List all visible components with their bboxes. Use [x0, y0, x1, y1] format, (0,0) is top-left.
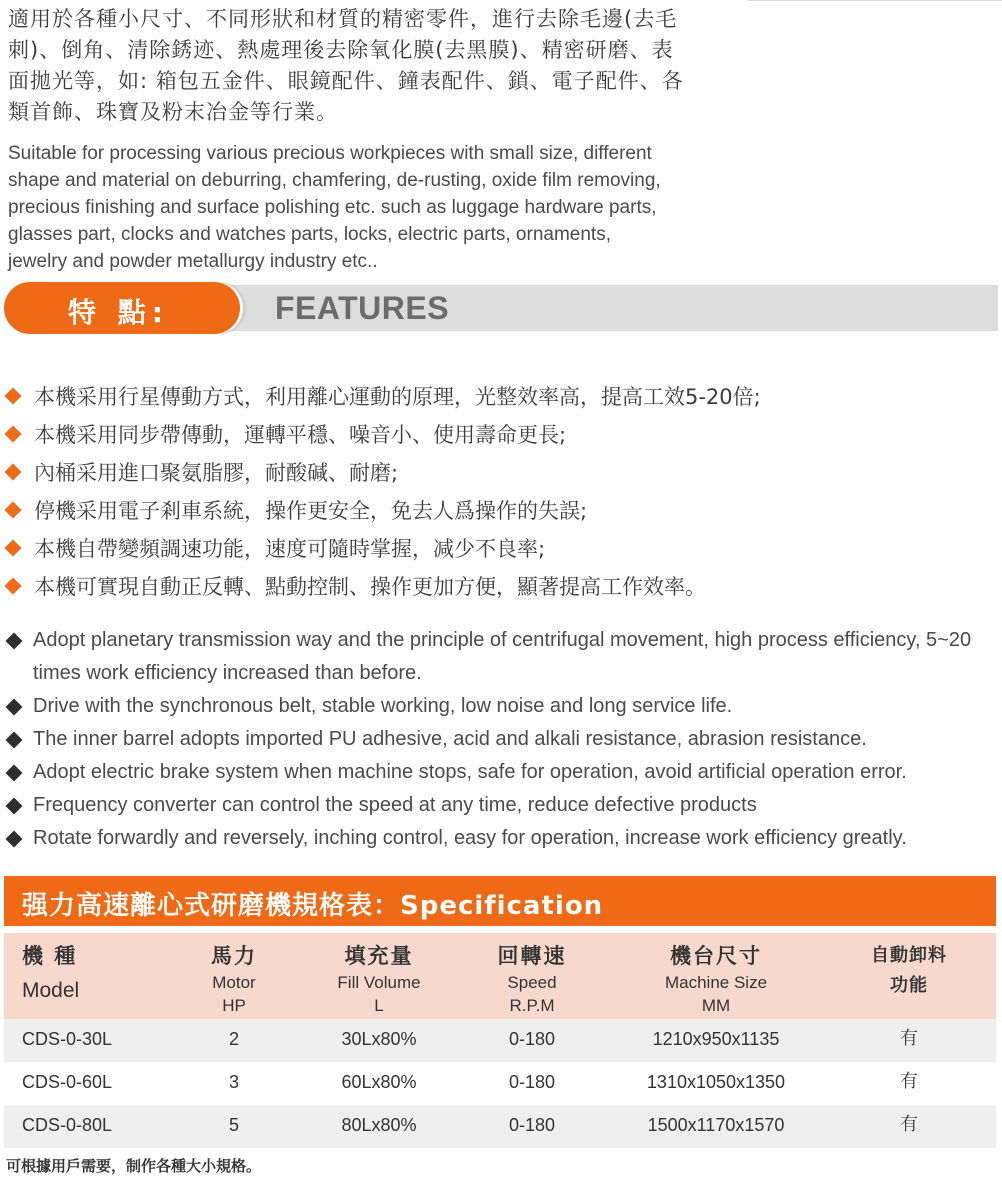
header-unload-cn: 功能	[890, 975, 928, 996]
header-machine-size	[636, 941, 796, 1017]
feature-text: Drive with the synchronous belt, stable working, low noise and long service life.	[33, 695, 733, 717]
features-label-cn: 特 點:	[68, 296, 169, 329]
intro-cn-line: 類首飾、珠寶及粉末冶金等行業。	[8, 100, 338, 124]
cell-size: 1500x1170x1570	[647, 1115, 785, 1135]
diamond-bullet-icon	[5, 578, 22, 595]
header-fill-cn: 填充量	[344, 944, 414, 968]
feature-item-en	[4, 822, 994, 855]
diamond-bullet-icon	[6, 633, 23, 650]
feature-item-cn	[4, 416, 984, 454]
feature-text: 本機采用同步帶傳動，運轉平穩、噪音小、使用壽命更長;	[34, 423, 567, 447]
cell-model: CDS-0-30L	[22, 1029, 113, 1049]
table-row	[4, 1062, 996, 1105]
header-model-en: Model	[22, 979, 80, 1002]
feature-item-cn	[4, 530, 984, 568]
header-size-cn: 機台尺寸	[670, 944, 762, 968]
footnote: 可根據用戶需要，制作各種大小規格。	[6, 1157, 262, 1175]
table-header-row	[4, 933, 996, 1019]
intro-chinese	[8, 4, 748, 128]
intro-en-line: glasses part, clocks and watches parts, locks, electric parts, ornaments,	[8, 224, 611, 245]
header-fill-unit: L	[374, 996, 384, 1015]
header-speed-unit: R.P.M	[509, 996, 555, 1015]
feature-item-en	[4, 756, 994, 789]
cell-speed: 0-180	[508, 1115, 556, 1135]
header-speed-cn: 回轉速	[497, 944, 567, 968]
header-speed	[482, 941, 582, 1017]
header-motor	[194, 941, 274, 1017]
intro-cn-line: 刺)、倒角、清除銹迹、熱處理後去除氧化膜(去黑膜)、精密研磨、表	[8, 38, 674, 62]
header-model-cn: 機 種	[22, 944, 78, 968]
features-list-cn	[4, 378, 984, 606]
diamond-bullet-icon	[6, 732, 23, 749]
header-speed-en: Speed	[507, 973, 557, 992]
feature-text: 本機采用行星傳動方式，利用離心運動的原理，光整效率高，提高工效5-20倍;	[34, 385, 761, 409]
cell-speed: 0-180	[508, 1029, 556, 1049]
header-size-en: Machine Size	[664, 973, 768, 992]
diamond-bullet-icon	[6, 699, 23, 716]
diamond-bullet-icon	[5, 388, 22, 405]
feature-text: 本機可實現自動正反轉、點動控制、操作更加方便，顯著提高工作效率。	[34, 575, 706, 599]
diamond-bullet-icon	[5, 464, 22, 481]
feature-text: Adopt electric brake system when machine stops, safe for operation, avoid artificial operation error.	[33, 761, 907, 783]
intro-cn-line: 適用於各種小尺寸、不同形狀和材質的精密零件，進行去除毛邊(去毛	[8, 7, 678, 31]
feature-text: Rotate forwardly and reversely, inching control, easy for operation, increase work efficiency greatly.	[33, 827, 907, 849]
cell-unload: 有	[900, 1028, 918, 1049]
features-list-en	[4, 624, 994, 855]
specification-title: 强力高速離心式研磨機規格表：Specification	[22, 891, 604, 921]
cell-motor: 5	[228, 1115, 239, 1135]
specification-table	[4, 933, 996, 1148]
specification-header	[4, 876, 996, 926]
diamond-bullet-icon	[5, 502, 22, 519]
feature-text: 內桶采用進口聚氨脂膠，耐酸碱、耐磨;	[34, 461, 399, 485]
feature-text: Frequency converter can control the speed at any time, reduce defective products	[33, 794, 757, 816]
feature-item-cn	[4, 378, 984, 416]
diamond-bullet-icon	[5, 426, 22, 443]
cell-model: CDS-0-80L	[22, 1115, 113, 1135]
header-fill-volume	[314, 941, 444, 1017]
header-auto-unload	[854, 941, 964, 1001]
table-row	[4, 1105, 996, 1148]
diamond-bullet-icon	[6, 831, 23, 848]
header-fill-en: Fill Volume	[337, 973, 421, 992]
diamond-bullet-icon	[6, 798, 23, 815]
header-motor-cn: 馬力	[211, 944, 257, 968]
features-label-en: FEATURES	[275, 290, 450, 326]
feature-item-cn	[4, 568, 984, 606]
header-unload-cn: 自動卸料	[871, 945, 947, 966]
cell-speed: 0-180	[508, 1072, 556, 1092]
cell-unload: 有	[900, 1071, 918, 1092]
diamond-bullet-icon	[5, 540, 22, 557]
cell-model: CDS-0-60L	[22, 1072, 113, 1092]
feature-item-en	[4, 624, 994, 690]
feature-item-cn	[4, 454, 984, 492]
feature-text: Adopt planetary transmission way and the principle of centrifugal movement, high process efficiency, 5~20 times work efficiency increased than before.	[33, 629, 972, 684]
feature-text: 本機自帶變頻調速功能，速度可隨時掌握，减少不良率;	[34, 537, 546, 561]
intro-en-line: Suitable for processing various precious workpieces with small size, different	[8, 143, 652, 164]
table-row	[4, 1019, 996, 1062]
feature-item-en	[4, 789, 994, 822]
cell-motor: 2	[228, 1029, 239, 1049]
feature-item-cn	[4, 492, 984, 530]
features-label-pill	[4, 282, 240, 334]
feature-text: 停機采用電子剎車系統，操作更安全，免去人爲操作的失誤;	[34, 499, 588, 523]
cell-fill: 80Lx80%	[341, 1115, 417, 1135]
intro-en-line: shape and material on deburring, chamfering, de-rusting, oxide film removing,	[8, 170, 661, 191]
cell-size: 1310x1050x1350	[646, 1072, 786, 1092]
feature-item-en	[4, 690, 994, 723]
header-size-unit: MM	[701, 996, 731, 1015]
diamond-bullet-icon	[6, 765, 23, 782]
intro-en-line: precious finishing and surface polishing etc. such as luggage hardware parts,	[8, 197, 657, 218]
intro-cn-line: 面拋光等，如: 箱包五金件、眼鏡配件、鐘表配件、鎖、電子配件、各	[8, 69, 684, 93]
cell-fill: 30Lx80%	[341, 1029, 417, 1049]
feature-item-en	[4, 723, 994, 756]
header-motor-en: Motor	[212, 973, 256, 992]
header-motor-unit: HP	[222, 996, 246, 1015]
header-model	[22, 941, 79, 1011]
intro-en-line: jewelry and powder metallurgy industry etc..	[8, 251, 378, 272]
cell-fill: 60Lx80%	[341, 1072, 417, 1092]
intro-english	[8, 140, 753, 275]
features-header	[4, 282, 998, 334]
cell-unload: 有	[900, 1114, 918, 1135]
cell-motor: 3	[228, 1072, 239, 1092]
feature-text: The inner barrel adopts imported PU adhesive, acid and alkali resistance, abrasion resistance.	[33, 728, 867, 750]
cell-size: 1210x950x1135	[652, 1029, 780, 1049]
top-divider	[748, 0, 1002, 1]
